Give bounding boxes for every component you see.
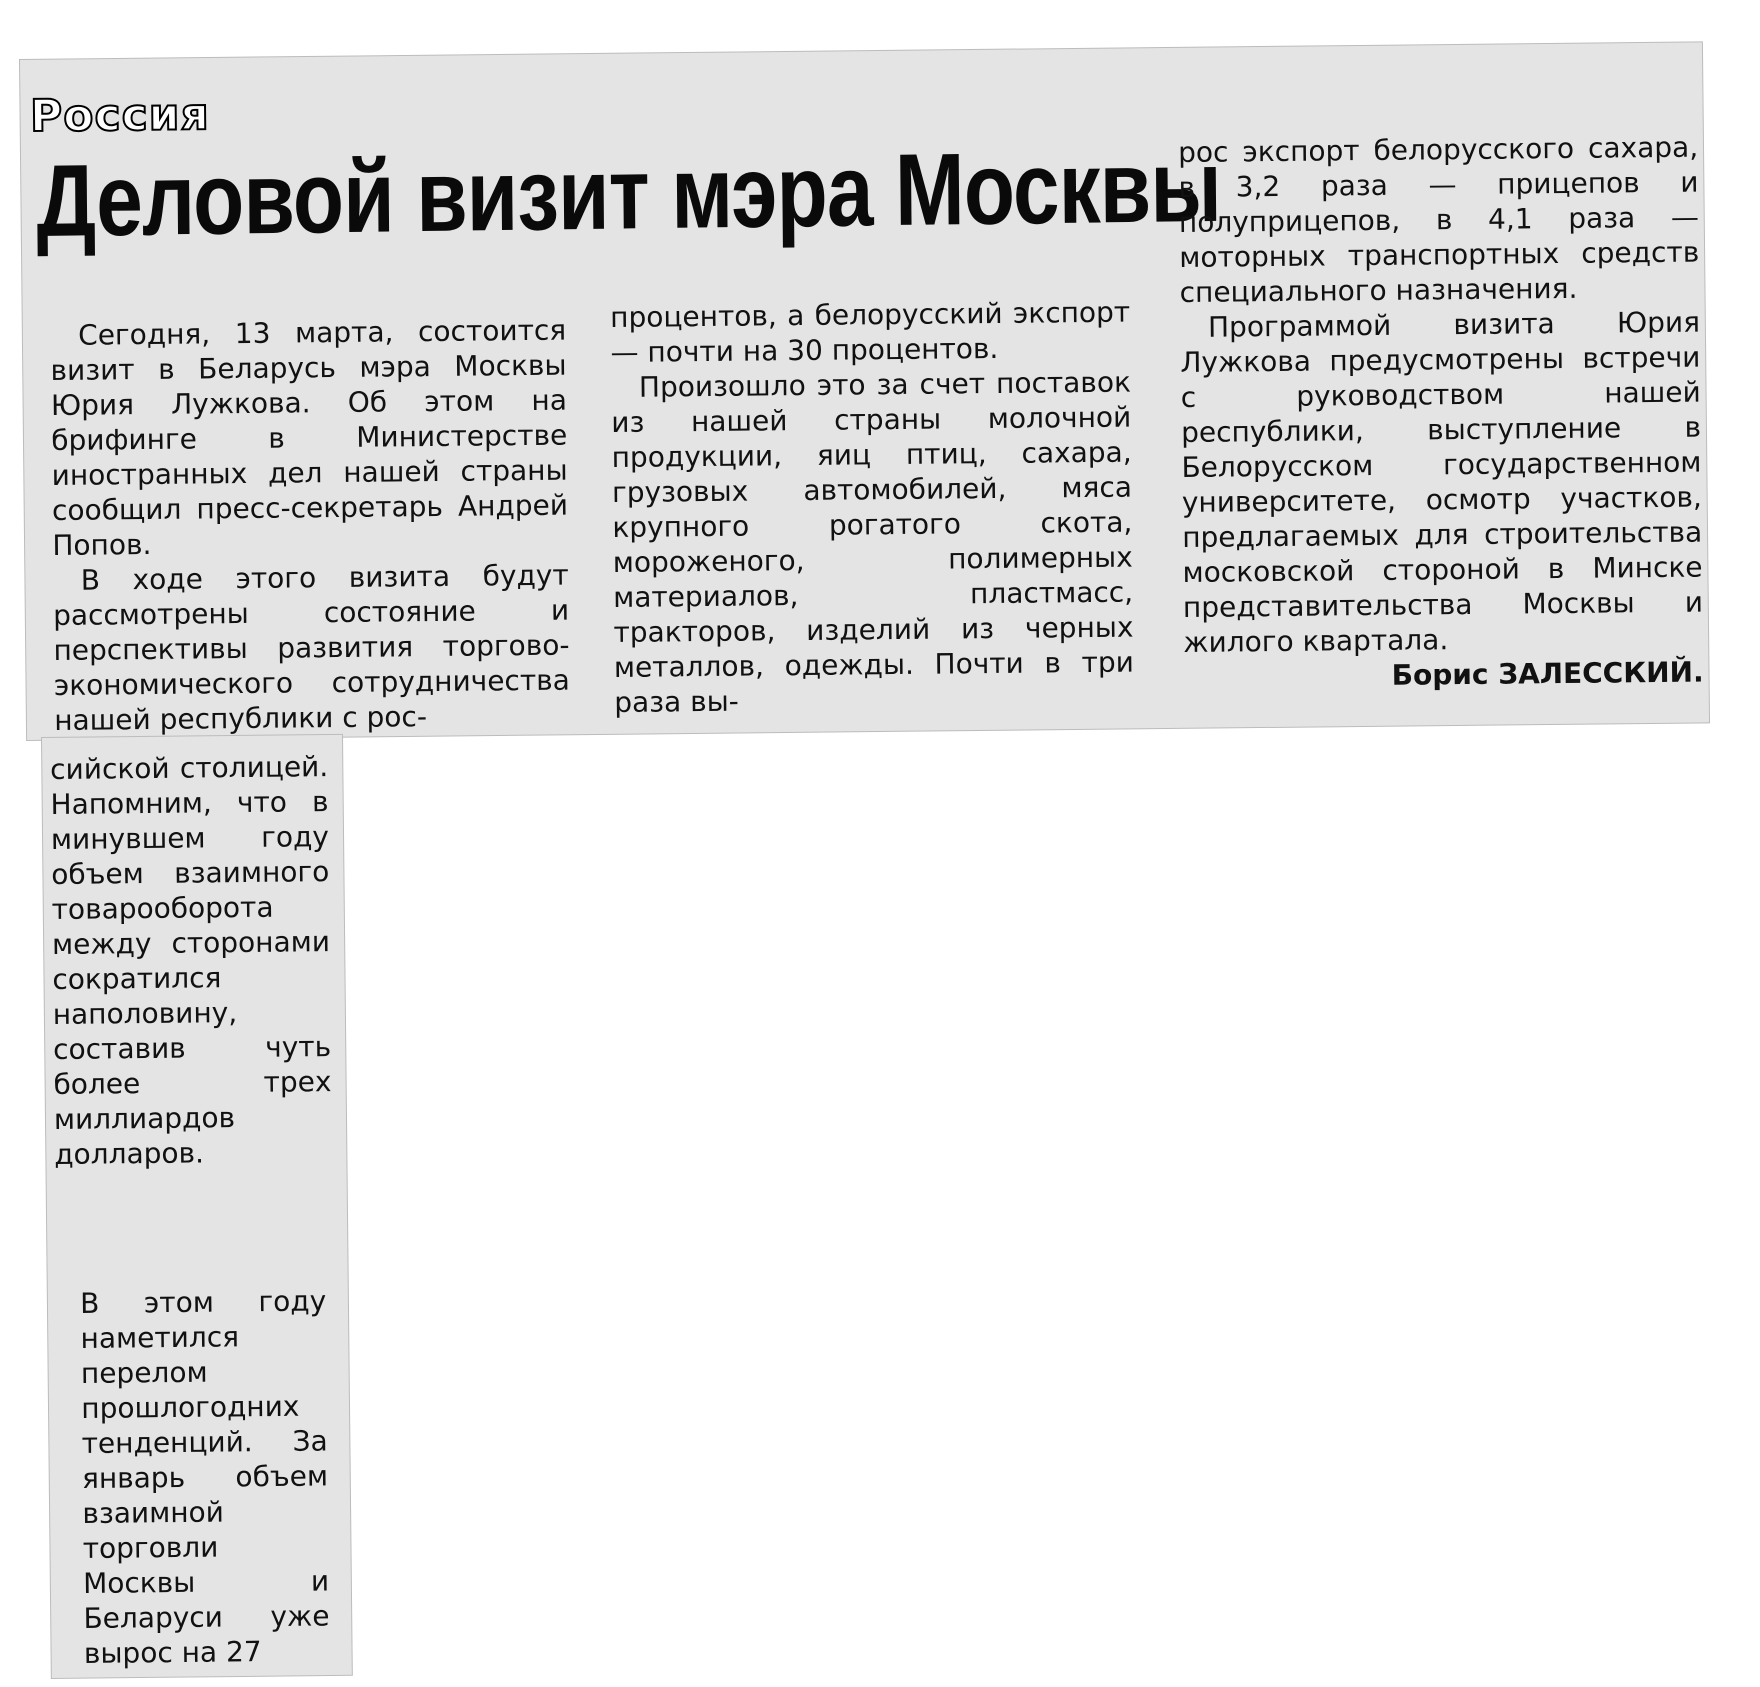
col1-paragraph-2-top: В ходе этого визита будут рассмотрены состояние и перспективы развития торгово-экономического сотрудничества нашей республики с рос- [52, 558, 570, 737]
author-signature: Борис ЗАЛЕССКИЙ. [1391, 655, 1704, 692]
column-2 [610, 295, 1134, 720]
column-1-tail [50, 749, 332, 1172]
col2-paragraph-2: Произошло это за счет поставок из нашей страны молочной продукции, яиц птиц, сахара, грузовых автомобилей, мяса крупного рогатого скота, мороженого, полимерных материалов, пластмасс, тракторов, изделий из черных металлов, одежды. Почти в три раза вы- [611, 365, 1134, 719]
col3-paragraph-1: рос экспорт белорусского сахара, в 3,2 раза — прицепов и полуприцепов, в 4,1 раза — моторных транспортных средств специального назначения. [1178, 130, 1700, 309]
column-3 [1178, 130, 1704, 695]
col1-paragraph-1: Сегодня, 13 марта, состоится визит в Беларусь мэра Москвы Юрия Лужкова. Об этом на брифинге в Министерстве иностранных дел нашей страны сообщил пресс-секретарь Андрей Попов. [50, 313, 569, 562]
article-headline: Деловой визит мэра Москвы [35, 128, 1222, 258]
col3-paragraph-2: Программой визита Юрия Лужкова предусмотрены встречи с руководством нашей республики, выступление в Белорусском государственном университете, осмотр участков, предлагаемых для строительства московской стороной в Минске представительства Москвы и жилого квартала. [1180, 305, 1704, 659]
col1-paragraph-3: В этом году наметился перелом прошлогодних тенденций. За январь объем взаимной торговли Москвы и Беларуси уже вырос на 27 [80, 1284, 330, 1670]
col2-paragraph-1: процентов, а белорусский экспорт — почти на 30 процентов. [610, 295, 1131, 369]
col1-paragraph-2-tail: сийской столицей. Напомним, что в минувшем году объем взаимного товарооборота между сторонами сократился наполовину, составив чуть более трех миллиардов долларов. [50, 750, 332, 1171]
column-1 [50, 313, 570, 738]
column-1-tail-2 [80, 1283, 330, 1671]
section-rubric: Россия [29, 89, 210, 142]
